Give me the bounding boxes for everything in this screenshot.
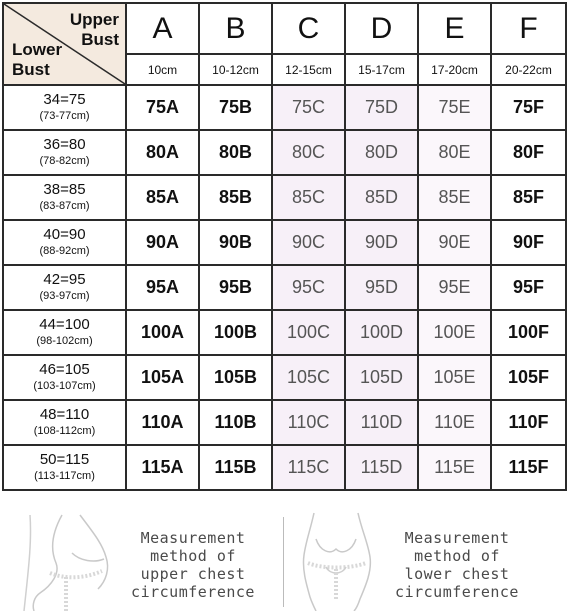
size-cell: 80B: [199, 130, 272, 175]
size-cell: 80E: [418, 130, 491, 175]
cup-range-f: 20-22cm: [491, 54, 566, 85]
guide-divider: [283, 517, 284, 607]
size-cell: 115E: [418, 445, 491, 490]
size-cell: 75B: [199, 85, 272, 130]
size-cell: 100A: [126, 310, 199, 355]
table-row: [3, 445, 566, 490]
size-cell: 115A: [126, 445, 199, 490]
band-size-label: 34=75: [43, 90, 86, 108]
band-size-cell: [3, 310, 126, 355]
size-cell: 110E: [418, 400, 491, 445]
size-cell: 105A: [126, 355, 199, 400]
size-cell: 90E: [418, 220, 491, 265]
band-size-cell: [3, 445, 126, 490]
size-cell: 100E: [418, 310, 491, 355]
cup-letter-f: F: [491, 3, 566, 54]
size-cell: 95F: [491, 265, 566, 310]
size-cell: 110B: [199, 400, 272, 445]
size-cell: 85F: [491, 175, 566, 220]
cup-letter-e: E: [418, 3, 491, 54]
size-cell: 90D: [345, 220, 418, 265]
band-size-cell: [3, 85, 126, 130]
table-row: [3, 130, 566, 175]
band-range-label: (88-92cm): [39, 244, 90, 257]
corner-header: [3, 3, 126, 85]
band-size-cell: [3, 355, 126, 400]
table-row: [3, 265, 566, 310]
size-cell: 105F: [491, 355, 566, 400]
table-row: [3, 220, 566, 265]
band-size-label: 40=90: [43, 225, 86, 243]
table-row: [3, 175, 566, 220]
lower-chest-figure-icon: [296, 511, 376, 611]
upper-chest-caption: Measurement method of upper chest circumference: [131, 529, 255, 601]
size-cell: 95B: [199, 265, 272, 310]
size-cell: 75D: [345, 85, 418, 130]
size-cell: 90A: [126, 220, 199, 265]
size-chart: [2, 2, 565, 495]
band-range-label: (93-97cm): [39, 289, 90, 302]
size-cell: 105E: [418, 355, 491, 400]
cup-range-c: 12-15cm: [272, 54, 345, 85]
band-size-cell: [3, 220, 126, 265]
table-row: [3, 400, 566, 445]
size-cell: 110C: [272, 400, 345, 445]
band-size-label: 50=115: [39, 450, 90, 468]
size-cell: 115F: [491, 445, 566, 490]
size-cell: 105B: [199, 355, 272, 400]
size-cell: 105C: [272, 355, 345, 400]
size-cell: 115D: [345, 445, 418, 490]
size-cell: 85A: [126, 175, 199, 220]
band-range-label: (108-112cm): [33, 424, 96, 437]
band-size-label: 46=105: [39, 360, 90, 378]
band-size-label: 44=100: [39, 315, 90, 333]
size-cell: 80F: [491, 130, 566, 175]
size-cell: 100D: [345, 310, 418, 355]
band-size-label: 38=85: [43, 180, 86, 198]
band-size-label: 48=110: [39, 405, 90, 423]
cup-range-e: 17-20cm: [418, 54, 491, 85]
cup-letter-c: C: [272, 3, 345, 54]
band-range-label: (83-87cm): [39, 199, 90, 212]
lower-bust-label: Lower Bust: [12, 40, 63, 79]
size-cell: 95D: [345, 265, 418, 310]
band-size-cell: [3, 400, 126, 445]
table-row: [3, 355, 566, 400]
cup-letter-d: D: [345, 3, 418, 54]
lower-chest-caption: Measurement method of lower chest circumference: [395, 529, 519, 601]
size-cell: 75C: [272, 85, 345, 130]
cup-range-a: 10cm: [126, 54, 199, 85]
size-table-body: [3, 85, 566, 490]
band-size-cell: [3, 265, 126, 310]
size-cell: 80C: [272, 130, 345, 175]
size-cell: 75E: [418, 85, 491, 130]
band-size-cell: [3, 175, 126, 220]
band-size-label: 36=80: [43, 135, 86, 153]
size-cell: 75A: [126, 85, 199, 130]
size-cell: 80D: [345, 130, 418, 175]
size-cell: 85C: [272, 175, 345, 220]
size-cell: 100C: [272, 310, 345, 355]
cup-range-b: 10-12cm: [199, 54, 272, 85]
band-range-label: (78-82cm): [39, 154, 90, 167]
upper-chest-figure-icon: [22, 513, 120, 611]
band-range-label: (113-117cm): [34, 469, 95, 482]
size-cell: 90F: [491, 220, 566, 265]
size-cell: 110A: [126, 400, 199, 445]
cup-range-d: 15-17cm: [345, 54, 418, 85]
size-cell: 100B: [199, 310, 272, 355]
size-cell: 85D: [345, 175, 418, 220]
size-cell: 105D: [345, 355, 418, 400]
size-cell: 95A: [126, 265, 199, 310]
size-cell: 115C: [272, 445, 345, 490]
cup-letter-b: B: [199, 3, 272, 54]
size-cell: 95C: [272, 265, 345, 310]
size-table: [2, 2, 567, 491]
band-size-cell: [3, 130, 126, 175]
band-range-label: (73-77cm): [39, 109, 90, 122]
size-cell: 90B: [199, 220, 272, 265]
measurement-guide: [0, 505, 569, 612]
cup-letter-a: A: [126, 3, 199, 54]
size-cell: 115B: [199, 445, 272, 490]
size-cell: 80A: [126, 130, 199, 175]
upper-bust-label: Upper Bust: [69, 10, 119, 49]
table-row: [3, 85, 566, 130]
size-cell: 95E: [418, 265, 491, 310]
band-range-label: (103-107cm): [33, 379, 96, 392]
size-cell: 75F: [491, 85, 566, 130]
band-size-label: 42=95: [43, 270, 86, 288]
band-range-label: (98-102cm): [36, 334, 93, 347]
size-cell: 110D: [345, 400, 418, 445]
size-cell: 90C: [272, 220, 345, 265]
size-cell: 100F: [491, 310, 566, 355]
table-row: [3, 310, 566, 355]
size-cell: 85E: [418, 175, 491, 220]
size-cell: 110F: [491, 400, 566, 445]
size-cell: 85B: [199, 175, 272, 220]
